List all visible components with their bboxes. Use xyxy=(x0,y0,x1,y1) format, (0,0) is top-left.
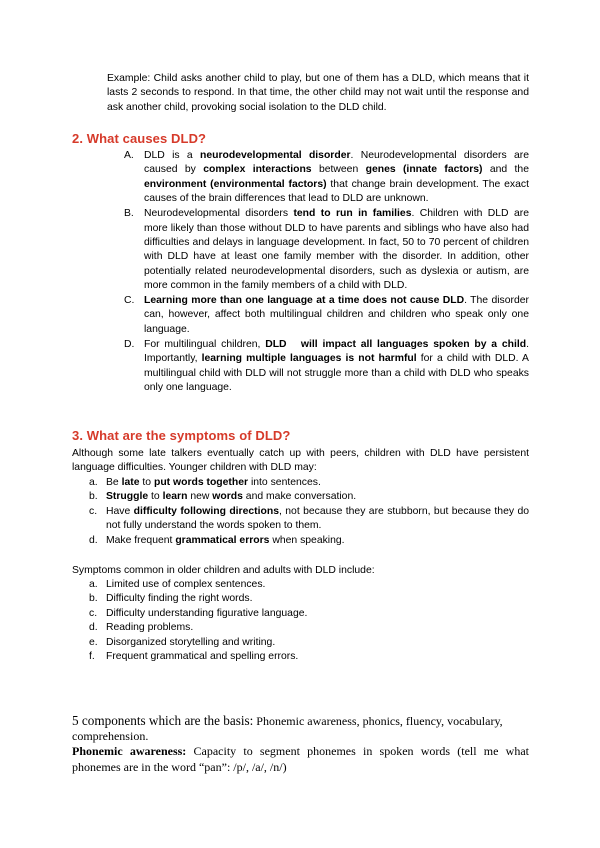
phonemic-awareness-label: Phonemic awareness: xyxy=(72,744,187,758)
list-item xyxy=(89,505,529,534)
components-paragraph xyxy=(72,713,529,744)
text-run: , not because they are stubborn, but because they do not fully understand the words spoken to them. xyxy=(106,505,530,532)
list-item-text: Frequent grammatical and spelling errors. xyxy=(106,651,299,663)
list-marker: d. xyxy=(89,622,98,634)
text-run: Have xyxy=(106,505,134,517)
bold-text: words xyxy=(212,491,243,503)
components-lead: 5 components which are the basis: xyxy=(72,713,254,728)
text-run: . Importantly, xyxy=(144,338,529,365)
symptoms-heading: 3. What are the symptoms of DLD? xyxy=(72,428,291,443)
text-run: . Neurodevelopmental disorders are caused by xyxy=(144,150,530,176)
bold-text: learn xyxy=(162,491,188,503)
symptoms-intro: Although some late talkers eventually catch up with peers, children with DLD have persistent language difficulties. Younger children with DLD may: xyxy=(72,448,529,474)
causes-heading: 2. What causes DLD? xyxy=(72,131,207,146)
phonemic-awareness-paragraph xyxy=(72,743,529,775)
list-item-text: Difficulty understanding figurative language. xyxy=(106,607,308,619)
bold-text: learning multiple languages is not harmful xyxy=(201,353,417,365)
list-item xyxy=(89,636,529,650)
text-run: For multilingual children, xyxy=(144,338,266,350)
bold-text: complex interactions xyxy=(203,164,312,176)
list-marker: C. xyxy=(124,295,135,307)
list-marker: e. xyxy=(89,636,98,648)
bold-text: environment (environmental factors) xyxy=(144,178,327,190)
list-item xyxy=(120,149,529,207)
list-item xyxy=(89,578,529,592)
bold-text: Struggle xyxy=(106,491,149,503)
text-run: when speaking. xyxy=(269,534,345,546)
list-item-text: Disorganized storytelling and writing. xyxy=(106,636,276,648)
bold-text: neurodevelopmental disorder xyxy=(200,150,351,161)
older-symptoms-intro: Symptoms common in older children and adults with DLD include: xyxy=(72,565,375,576)
causes-list xyxy=(120,149,529,396)
bold-text: difficulty following directions xyxy=(133,505,279,517)
list-item-text: Difficulty finding the right words. xyxy=(106,593,253,605)
bold-text: put words together xyxy=(153,477,249,488)
list-item xyxy=(89,592,529,606)
text-run: Neurodevelopmental disorders xyxy=(144,208,294,220)
list-marker: b. xyxy=(89,491,98,503)
text-run: for a child with DLD. A multilingual child with DLD will not struggle more than a child with DLD who speaks only one language. xyxy=(144,353,529,393)
list-item xyxy=(89,650,529,664)
text-run: and make conversation. xyxy=(242,491,357,503)
text-run: DLD is a xyxy=(144,150,201,161)
text-run: to xyxy=(139,477,154,488)
list-item xyxy=(89,621,529,635)
text-run: that change brain development. The exact causes of the brain differences that lead to DLD are unknown. xyxy=(144,178,529,205)
phonemic-awareness-text: Capacity to segment phonemes in spoken words (tell me what phonemes are in the word “pan”: /p/, /a/, /n/) xyxy=(72,744,529,774)
list-item xyxy=(89,607,529,621)
list-marker: A. xyxy=(124,150,134,161)
list-item-text: Reading problems. xyxy=(106,622,194,634)
text-run: Make frequent xyxy=(106,534,176,546)
list-item xyxy=(89,476,529,490)
text-run: Be xyxy=(106,477,122,488)
list-marker: b. xyxy=(89,593,98,605)
text-run: to xyxy=(148,491,163,503)
list-marker: a. xyxy=(89,477,98,488)
bold-text: DLD will impact all languages spoken by a child xyxy=(265,338,527,350)
text-run: . Children with DLD are more likely than those without DLD to have parents and siblings who have also had difficulties and delays in language development. In fact, 50 to 70 percent of children with DLD have at least one family member with the disorder. In addition, other potentially related neurodevelopmental disorders, such as dyslexia or autism, are more common in the family members of a child with DLD. xyxy=(144,208,529,292)
list-marker: d. xyxy=(89,534,98,546)
list-marker: a. xyxy=(89,579,98,590)
example-paragraph: Example: Child asks another child to play, but one of them has a DLD, which means that it lasts 2 seconds to respond. In that time, the other child may not wait until the response and ask another child, provoking social isolation to the DLD child. xyxy=(107,73,529,113)
list-marker: c. xyxy=(89,505,98,517)
bold-text: grammatical errors xyxy=(175,534,270,546)
bold-text: late xyxy=(121,477,140,488)
bold-text: tend to run in families xyxy=(293,208,412,220)
text-run: new xyxy=(187,491,213,503)
bold-text: Learning more than one language at a time does not cause DLD xyxy=(144,295,465,307)
list-item xyxy=(89,490,529,504)
list-marker: c. xyxy=(89,607,98,619)
list-marker: B. xyxy=(124,208,134,220)
older-symptoms-list xyxy=(89,578,529,664)
list-marker: f. xyxy=(89,651,95,663)
list-item-text: Limited use of complex sentences. xyxy=(106,579,266,590)
text-run: between xyxy=(311,164,366,176)
text-run: . The disorder can, however, affect both multilingual children and children who speak only one language. xyxy=(144,295,529,335)
text-run: into sentences. xyxy=(248,477,321,488)
list-marker: D. xyxy=(124,338,135,350)
younger-symptoms-list xyxy=(89,476,529,548)
text-run: and the xyxy=(482,164,529,176)
bold-text: genes (innate factors) xyxy=(365,164,483,176)
list-item xyxy=(89,534,529,548)
components-list-text: Phonemic awareness, phonics, fluency, vocabulary, comprehension. xyxy=(72,714,503,743)
list-item xyxy=(120,338,529,396)
list-item xyxy=(120,207,529,293)
list-item xyxy=(120,294,529,337)
